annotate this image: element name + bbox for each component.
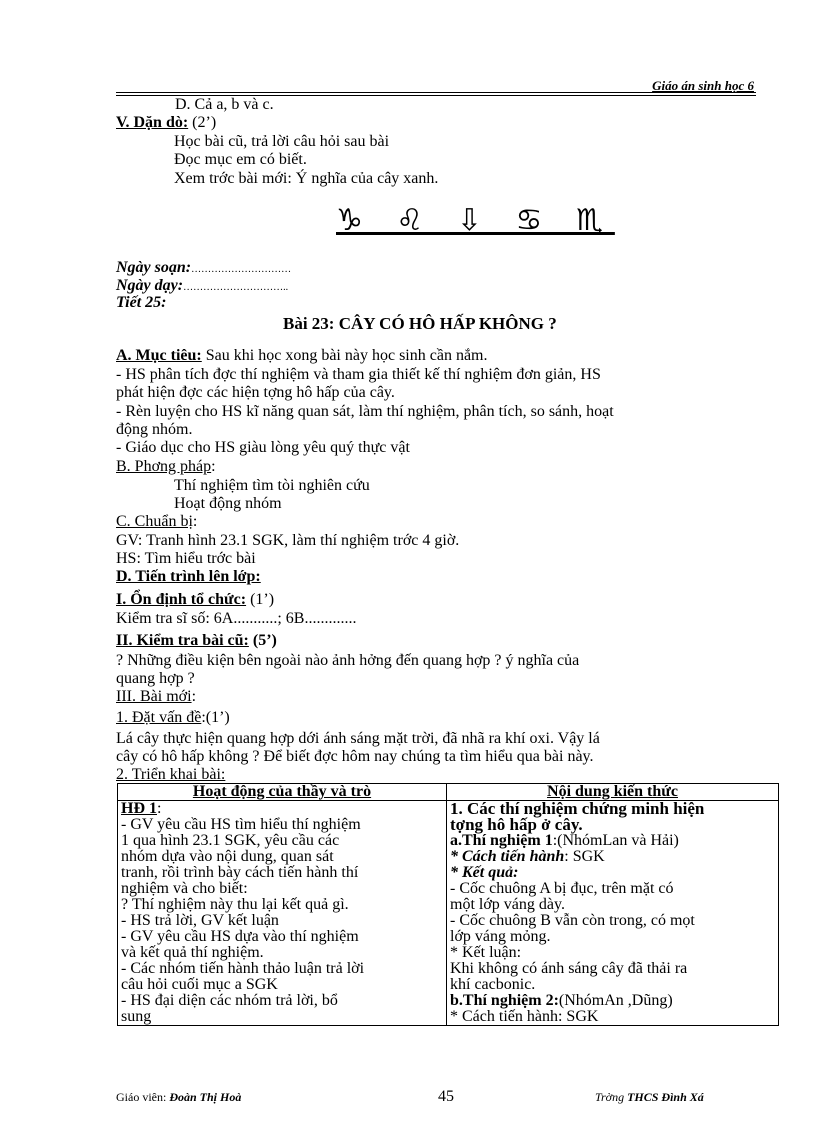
exp-b-rest: (NhómAn ,Dũng) — [558, 992, 673, 1009]
activity-line: và kết quả thí nghiệm. — [121, 944, 264, 961]
section-v — [116, 115, 216, 131]
lesson-table — [117, 783, 779, 1026]
objectives-intro-line — [116, 348, 487, 364]
exp-a-line — [450, 833, 775, 849]
s1-line — [116, 592, 274, 608]
lesson-title — [283, 314, 557, 334]
activity-line: 1 qua hình 23.1 SGK, yêu cầu các — [121, 832, 340, 849]
exp-b-label: b.Thí nghiệm 2: — [450, 992, 559, 1009]
footer-teacher-name: Đoàn Thị Hoà — [169, 1090, 242, 1104]
s3-heading: III. Bài mới — [116, 688, 192, 705]
exp-a-method-rest: : SGK — [564, 848, 605, 865]
prep-colon: : — [192, 513, 198, 530]
table-row — [118, 801, 779, 1026]
s2-line — [116, 633, 277, 649]
activity-line: - Các nhóm tiến hành thảo luận trả lời — [121, 960, 365, 977]
method-heading-line — [116, 459, 216, 475]
table-header-col1: Hoạt động của thầy và trò — [118, 784, 447, 801]
activity-line: - HS đại diện các nhóm trả lời, bổ — [121, 992, 338, 1009]
exp-a-method-label: * Cách tiến hành — [450, 848, 565, 865]
prep-hs: HS: Tìm hiểu trớc bài — [116, 550, 256, 567]
process-heading: D. Tiến trình lên lớp: — [116, 568, 261, 585]
activity-line: nghiệm và cho biết: — [121, 880, 248, 897]
objective-1-line1: - HS phân tích đợc thí nghiệm và tham gia thiết kế thí nghiệm đơn giản, HS — [116, 366, 601, 383]
exp-a-result-line: một lớp váng dày. — [450, 896, 565, 913]
hd-colon: : — [157, 800, 162, 817]
homework-3: Xem trớc bài mới: Ý nghĩa của cây xanh. — [174, 170, 439, 187]
page-number: 45 — [438, 1088, 454, 1105]
method-heading: B. Phơng pháp — [116, 458, 212, 475]
activity-line: - HS trả lời, GV kết luận — [121, 912, 279, 929]
exp-a-label: a.Thí nghiệm 1 — [450, 832, 553, 849]
k-heading-line2: tợng hô hấp ở cây. — [450, 815, 583, 834]
s3-colon: : — [191, 688, 197, 705]
activity-line: câu hỏi cuối mục a SGK — [121, 976, 278, 993]
lesson-name: CÂY CÓ HÔ HẤP KHÔNG ? — [338, 314, 557, 333]
exp-a-result-line: khí cacbonic. — [450, 976, 536, 993]
ngay-day-dots: ………………………….. — [183, 282, 289, 293]
lesson-number: Bài 23: — [283, 314, 339, 333]
exp-a-result-line: lớp váng mỏng. — [450, 928, 551, 945]
section-v-time: (2’) — [188, 114, 217, 131]
activity-line: - GV yêu cầu HS tìm hiểu thí nghiệm — [121, 816, 361, 833]
s3-1-text-line2: cây có hô hấp không ? Để biết đợc hôm nay chúng ta tìm hiểu qua bài này. — [116, 748, 594, 765]
ngay-soan-dots: ………………………… — [191, 264, 292, 275]
exp-a-method-line — [450, 849, 775, 865]
footer-teacher-label: Giáo viên: — [116, 1090, 170, 1104]
method-item-2: Hoạt động nhóm — [174, 495, 282, 512]
s3-1-line — [116, 710, 230, 726]
exp-a-result-line: * Kết luận: — [450, 944, 522, 961]
activity-line: tranh, rồi trình bày cách tiến hành thí — [121, 864, 359, 881]
prep-heading: C. Chuẩn bị — [116, 513, 193, 530]
s3-2-heading: 2. Triển khai bài: — [116, 766, 226, 783]
section-v-heading: V. Dặn dò: — [116, 114, 189, 131]
s2-time: (5’) — [248, 632, 277, 649]
table-header-row — [118, 784, 779, 801]
method-item-1: Thí nghiệm tìm tòi nghiên cứu — [174, 477, 370, 494]
s3-1-heading: 1. Đặt vấn đề — [116, 709, 202, 726]
s1-heading: I. Ổn định tổ chức: — [116, 591, 247, 608]
s3-1-time: :(1’) — [201, 709, 230, 726]
zodiac-ornament: ♑ ♌ ⇩ ♋ ♏ — [336, 203, 615, 238]
footer-school-name: THCS Đình Xá — [627, 1090, 704, 1104]
objectives-heading: A. Mục tiêu: — [116, 347, 202, 364]
exp-a-result-line: - Cốc chuông A bị đục, trên mặt có — [450, 880, 674, 897]
s1-attendance: Kiểm tra sĩ số: 6A...........; 6B............. — [116, 610, 357, 627]
s2-question-line1: ? Những điều kiện bên ngoài nào ảnh hởng đến quang hợp ? ý nghĩa của — [116, 652, 580, 669]
method-colon: : — [211, 458, 216, 475]
activity-line: - GV yêu cầu HS dựa vào thí nghiệm — [121, 928, 359, 945]
objective-2-line2: động nhóm. — [116, 421, 193, 438]
s1-time: (1’) — [246, 591, 275, 608]
homework-1: Học bài cũ, trả lời câu hỏi sau bài — [174, 133, 390, 150]
header-title: Giáo án sinh học 6 — [652, 78, 754, 93]
exp-a-result-line: - Cốc chuông B vẫn còn trong, có mọt — [450, 912, 695, 929]
exp-a-result-label: * Kết quả: — [450, 864, 519, 881]
footer-school — [595, 1090, 704, 1105]
activity-line: ? Thí nghiệm này thu lại kết quả gì. — [121, 896, 349, 913]
option-d: D. Cả a, b và c. — [175, 96, 274, 113]
knowledge-content-cell — [447, 801, 779, 1026]
prep-gv: GV: Tranh hình 23.1 SGK, làm thí nghiệm trớc 4 giờ. — [116, 532, 460, 549]
exp-a-result-line: Khi không có ánh sáng cây đã thải ra — [450, 960, 688, 977]
footer-teacher — [116, 1090, 241, 1105]
objective-1-line2: phát hiện đợc các hiện tợng hô hấp của cây. — [116, 384, 395, 401]
s2-question-line2: quang hợp ? — [116, 670, 195, 687]
header-rule — [116, 92, 756, 93]
activity-line: sung — [121, 1008, 152, 1025]
exp-a-rest: :(NhómLan và Hải) — [552, 832, 679, 849]
table-header-col2: Nội dung kiến thức — [447, 784, 779, 801]
k-heading-line1: 1. Các thí nghiệm chứng minh hiện — [450, 799, 705, 818]
exp-b-line — [450, 993, 775, 1009]
footer-school-label: Trờng — [595, 1090, 628, 1104]
hd-line — [121, 801, 443, 817]
objectives-intro: Sau khi học xong bài này học sinh cần nắm. — [201, 347, 488, 364]
s3-1-text-line1: Lá cây thực hiện quang hợp dới ánh sáng mặt trời, đã nhã ra khí oxi. Vậy lá — [116, 730, 600, 747]
exp-b-method: * Cách tiến hành: SGK — [450, 1008, 599, 1025]
teacher-activity-cell — [118, 801, 447, 1026]
ngay-soan — [116, 260, 291, 278]
hd-label: HĐ 1 — [121, 800, 157, 817]
activity-line: nhóm dựa vào nội dung, quan sát — [121, 848, 334, 865]
tiet: Tiết 25: — [116, 294, 167, 311]
objective-2-line1: - Rèn luyện cho HS kĩ năng quan sát, làm thí nghiệm, phân tích, so sánh, hoạt — [116, 403, 614, 420]
s3-line — [116, 689, 196, 705]
s2-heading: II. Kiểm tra bài cũ: — [116, 632, 249, 649]
homework-2: Đọc mục em có biết. — [174, 151, 307, 168]
objective-3: - Giáo dục cho HS giàu lòng yêu quý thực vật — [116, 439, 410, 456]
prep-heading-line — [116, 514, 197, 530]
ngay-day-label: Ngày dạy: — [116, 277, 184, 294]
ngay-soan-label: Ngày soạn: — [116, 259, 192, 276]
